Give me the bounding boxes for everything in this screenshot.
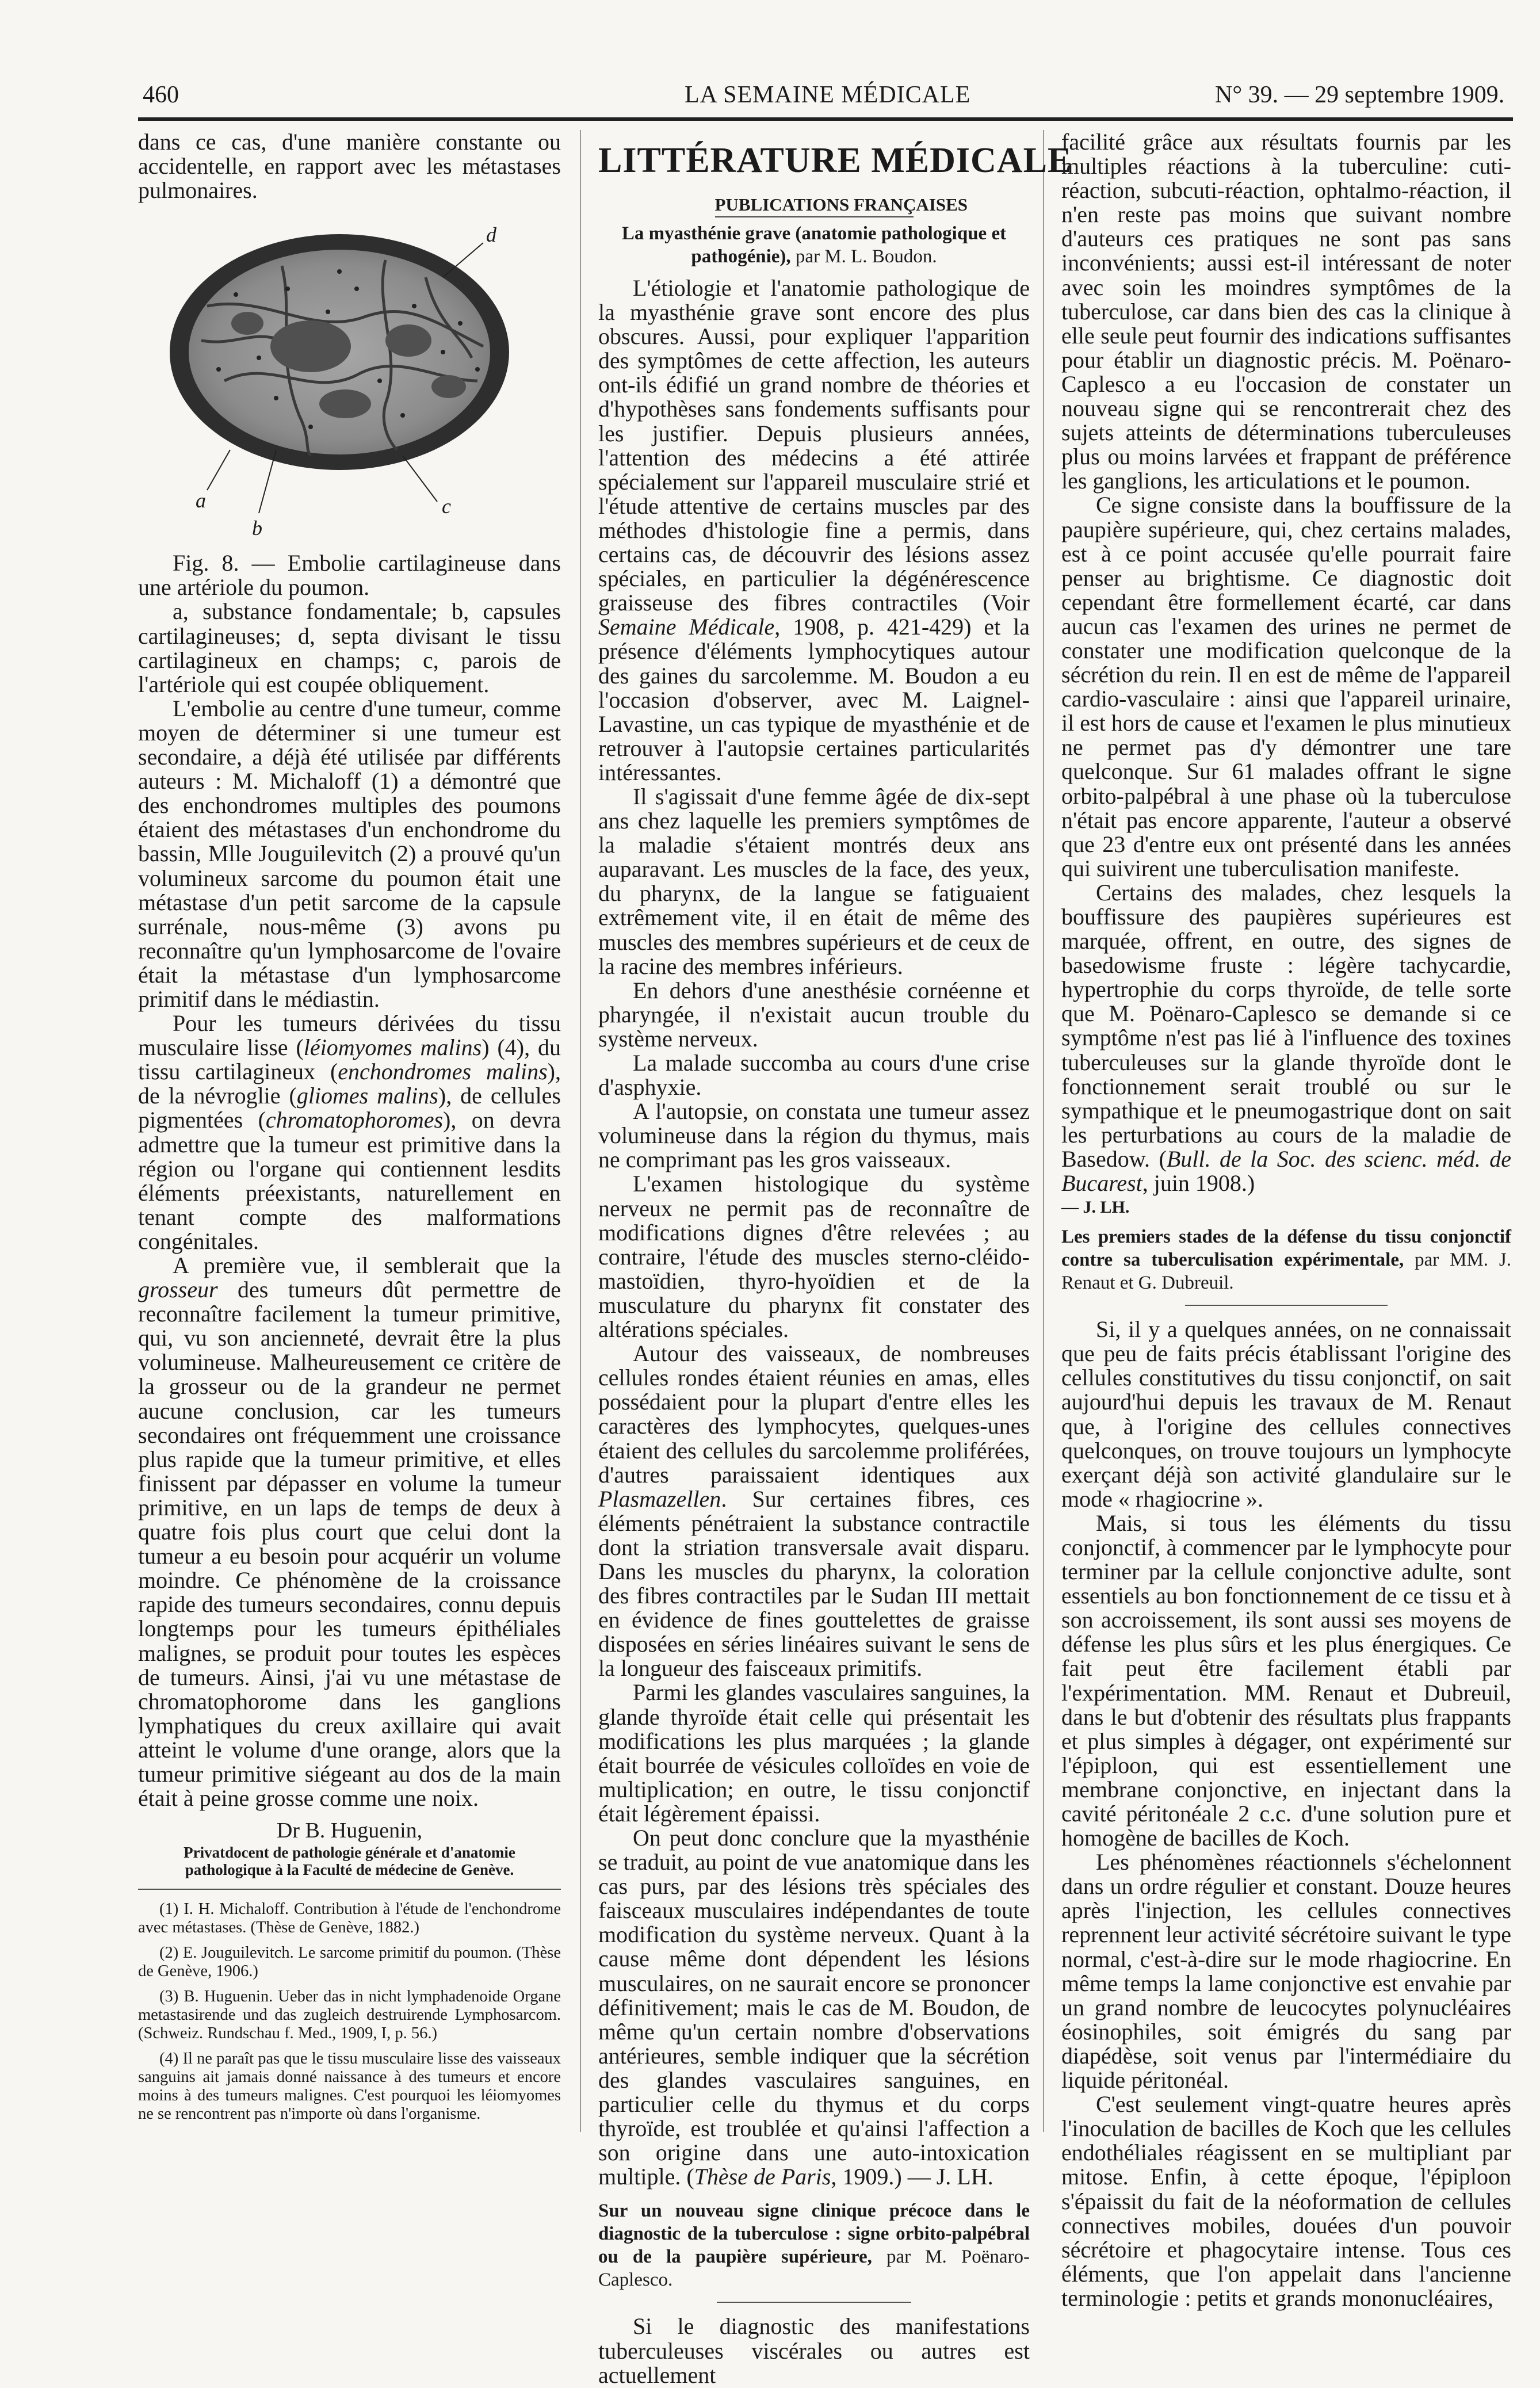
paragraph: Mais, si tous les éléments du tissu conjonctif, à commencer par le lymphocyte pour terminer par la cellule conjonctive adulte, sont essentiels au bon fonctionnement de ce tissu et à son accroissement, ils sont aussi ses moyens de défense les plus sûrs et les plus énergiques. Ce fait peut être facilement établi par l'expérimentation. MM. Renaut et Dubreuil, dans le but d'obtenir des résultats plus frappants et plus simples à dégager, ont expérimenté sur l'épiploon, qui est essentiellement une membrane conjonctive, en injectant dans la cavité péritonéale 2 c.c. d'une solution pure et homogène de bacilles de Koch. <box>1061 1510 1511 1851</box>
paragraph: Autour des vaisseaux, de nombreuses cellules rondes étaient réunies en amas, elles possédaient pour la plupart d'entre elles les caractères des lymphocytes, quelques-unes étaient des cellules du sarcolemme proliférées, d'autres paraissaient identiques aux Plasmazellen. Sur certaines fibres, ces éléments pénétraient la substance contractile dont la striation transversale avait disparu. Dans les muscles du pharynx, la coloration des fibres contractiles par le Sudan III mettait en évidence de fines gouttelettes de graisse disposées en séries linéaires suivant le sens de la longueur des faisceaux primitifs. <box>598 1340 1030 1682</box>
paragraph: Si le diagnostic des manifestations tuberculeuses viscérales ou autres est actuellement <box>598 2313 1030 2388</box>
column-middle <box>598 130 1072 2388</box>
paragraph: Pour les tumeurs dérivées du tissu musculaire lisse (léiomyomes malins) (4), du tissu cartilagineux (enchondromes malins), de la névroglie (gliomes malins), de cellules pigmentées (chromatophoromes), on devra admettre que la tumeur est primitive dans la région ou l'organe qui contiennent lesdits éléments préexistants, naturellement en tenant compte des malformations congénitales. <box>138 1010 561 1254</box>
paragraph: La malade succomba au cours d'une crise d'asphyxie. <box>598 1050 1030 1101</box>
article-title: Sur un nouveau signe clinique précoce dans le diagnostic de la tuberculose : signe orbito-palpébral ou de la paupière supérieure, par M. Poënaro-Caplesco. <box>598 2200 1030 2291</box>
footnote-rule <box>138 1889 561 1890</box>
paragraph: A l'autopsie, on constata une tumeur assez volumineuse dans la région du thymus, mais ne comprimant pas les gros vaisseaux. <box>598 1098 1030 1173</box>
paragraph: En dehors d'une anesthésie cornéenne et pharyngée, il n'existait aucun trouble du système nerveux. <box>598 977 1030 1052</box>
label-c: c <box>442 495 451 518</box>
paragraph: Si, il y a quelques années, on ne connaissait que peu de faits précis établissant l'origine des cellules constitutives du tissu conjonctif, on sait aujourd'hui depuis les travaux de M. Renaut que, à l'origine des cellules connectives quelconques, on trouve toujours un lymphocyte exerçant déjà son activité glandulaire sur le mode « rhagiocrine ». <box>1061 1316 1511 1512</box>
label-a: a <box>196 489 206 513</box>
footnote: (1) I. H. Michaloff. Contribution à l'étude de l'enchondrome avec métastases. (Thèse de Genève, 1882.) <box>138 1900 561 1937</box>
author-signature: Dr B. Huguenin, <box>276 1818 423 1843</box>
article-title: La myasthénie grave (anatomie pathologique et pathogénie), par M. L. Boudon. <box>621 223 1007 267</box>
paragraph: A première vue, il semblerait que la grosseur des tumeurs dût permettre de reconnaître facilement la tumeur primitive, qui, vu son ancienneté, devrait être la plus volumineuse. Malheureusement ce critère de la grosseur ou de la grandeur ne permet aucune conclusion, car les tumeurs secondaires ont fréquemment une croissance plus rapide que la tumeur primitive, et elles finissent par dépasser en volume la tumeur primitive, en un laps de temps de deux à quatre fois plus court que celui dont la tumeur a eu besoin pour acquérir un volume moindre. Ce phénomène de la croissance rapide des tumeurs secondaires, connu depuis longtemps pour les tumeurs épithéliales malignes, se produit pour toutes les espèces de tumeurs. Ainsi, j'ai vu une métastase de chromatophorome dans les ganglions lymphatiques du creux axillaire qui avait atteint le volume d'une orange, alors que la tumeur primitive siégeant au dos de la main était à peine grosse comme une noix. <box>138 1252 561 1812</box>
page-number: 460 <box>143 82 179 108</box>
column-right <box>1061 130 1511 2310</box>
issue-date: N° 39. — 29 septembre 1909. <box>1215 82 1505 108</box>
paragraph: L'examen histologique du système nerveux ne permit pas de reconnaître de modifications dignes d'être relevées ; au contraire, l'étude des muscles sterno-cléido-mastoïdien, thyro-hyoïdien et de la musculature du pharynx fit constater des altérations spéciales. <box>598 1171 1030 1343</box>
paragraph: L'étiologie et l'anatomie pathologique de la myasthénie grave sont encore des plus obscures. Aussi, pour expliquer l'apparition des symptômes de cette affection, les auteurs ont-ils édifié un grand nombre de théories et d'hypothèses sans fondements suffisants pour les justifier. Depuis plusieurs années, l'attention des médecins a été attirée spécialement sur l'appareil musculaire strié et l'étude attentive de certains muscles par des méthodes d'histologie fine a permis, dans certains cas, de découvrir des lésions assez spéciales, en particulier la dégénérescence graisseuse des fibres contractiles (Voir Semaine Médicale, 1908, p. 421-429) et la présence d'éléments lymphocytiques autour des gaines du sarcolemme. M. Boudon a eu l'occasion d'observer, avec M. Laignel-Lavastine, un cas typique de myasthénie et de retrouver à l'autopsie certaines particularités intéressantes. <box>598 275 1030 785</box>
paragraph: facilité grâce aux résultats fournis par les multiples réactions à la tuberculine: cuti-réaction, subcuti-réaction, ophtalmo-réaction, il n'en reste pas moins que suivant nombre d'auteurs ces pratiques ne sont pas sans inconvénients; aussi est-il intéressant de noter avec soin les moindres symptômes de la tuberculose, car dans bien des cas la clinique à elle seule peut fournir des indications suffisantes pour établir un diagnostic précis. M. Poënaro-Caplesco a eu l'occasion de constater un nouveau signe qui se rencontrerait chez des sujets atteints de déterminations tuberculeuses plus ou moins larvées et frappant de préférence les ganglions, les articulations et le poumon. <box>1061 129 1511 494</box>
column-left <box>138 130 561 2130</box>
figure-illustration <box>138 208 561 548</box>
header-rule <box>138 117 1513 121</box>
footnote: (4) Il ne paraît pas que le tissu musculaire lisse des vaisseaux sanguins ait jamais donné naissance à des tumeurs et encore moins à des tumeurs malignes. C'est pourquoi les léiomyomes ne se rencontrent pas n'importe où dans l'organisme. <box>138 2050 561 2123</box>
paragraph: dans ce cas, d'une manière constante ou accidentelle, en rapport avec les métastases pulmonaires. <box>138 129 561 204</box>
column-divider <box>1043 130 1044 2132</box>
footnotes <box>138 1900 561 2123</box>
paragraph: Il s'agissait d'une femme âgée de dix-sept ans chez laquelle les premiers symptômes de la maladie s'étaient montrés deux ans auparavant. Les muscles de la face, des yeux, du pharynx, de la langue se fatiguaient extrêmement vite, il en était de même des muscles des membres supérieurs et de ceux de la racine des membres inférieurs. <box>598 783 1030 979</box>
article-signature: — J. LH. <box>1061 1198 1130 1217</box>
article-rule <box>717 2302 911 2303</box>
figure-caption: Fig. 8. — Embolie cartilagineuse dans une artériole du poumon. <box>138 550 561 601</box>
paragraph: Les phénomènes réactionnels s'échelonnent dans un ordre régulier et constant. Douze heures après l'injection, les cellules connectives reprennent leur activité sécrétoire suivant le type normal, c'est-à-dire sur le mode rhagiocrine. En même temps la lame conjonctive est envahie par un grand nombre de leucocytes polynucléaires éosinophiles, soit émigrés du sang par diapédèse, soit venus par l'intermédiaire du liquide péritonéal. <box>1061 1849 1511 2093</box>
label-b: b <box>252 517 262 540</box>
figure-embolie <box>138 208 561 548</box>
article-rule <box>1185 1305 1388 1306</box>
paragraph: C'est seulement vingt-quatre heures après l'inoculation de bacilles de Koch que les cellules endothéliales réagissent en se multipliant par mitose. Enfin, à cette époque, l'épiploon s'épaissit du fait de la néoformation de cellules connectives mobiles, douées d'un pouvoir sécrétoire et phagocytaire intense. Tous ces éléments, que l'on appelait dans l'ancienne terminologie : petits et grands mononucléaires, <box>1061 2091 1511 2311</box>
journal-title: LA SEMAINE MÉDICALE <box>685 82 971 108</box>
footnote: (2) E. Jouguilevitch. Le sarcome primitif du poumon. (Thèse de Genève, 1906.) <box>138 1944 561 1981</box>
paragraph: L'embolie au centre d'une tumeur, comme moyen de déterminer si une tumeur est secondaire, a déjà été utilisée par différents auteurs : M. Michaloff (1) a démontré que des enchondromes multiples des poumons étaient des métastases d'un enchondrome du bassin, Mlle Jouguilevitch (2) a prouvé qu'un volumineux sarcome du poumon était une métastase d'un petit sarcome de la capsule surrénale, nous-même (3) avons pu reconnaître qu'un lymphosarcome de l'ovaire était la métastase d'un lymphosarcome primitif dans le médiastin. <box>138 695 561 1012</box>
section-title: LITTÉRATURE MÉDICALE <box>598 141 1072 180</box>
subsection-heading: PUBLICATIONS FRANÇAISES <box>715 193 914 217</box>
figure-legend: a, substance fondamentale; b, capsules cartilagineuses; d, septa divisant le tissu cartilagineux en champs; c, parois de l'artériole qui est coupée obliquement. <box>138 598 561 697</box>
paragraph: Ce signe consiste dans la bouffissure de la paupière supérieure, qui, chez certains malades, est à ce point accusée qu'elle pourrait faire penser au brightisme. Ce diagnostic doit cependant être formellement écarté, car dans aucun cas l'examen des urines ne permet de constater une modification quelconque de la sécrétion du rein. Il en est de même de l'appareil cardio-vasculaire : ainsi que l'appareil urinaire, il est hors de cause et l'examen le plus minutieux ne permet pas d'y démontrer une tare quelconque. Sur 61 malades offrant le signe orbito-palpébral à une phase où la tuberculose n'était pas encore apparente, l'auteur a observé que 23 d'entre eux ont présenté dans les années qui suivirent une tuberculisation manifeste. <box>1061 492 1511 881</box>
author-affiliation: Privatdocent de pathologie générale et d'anatomie pathologique à la Faculté de médecine de Genève. <box>184 1844 515 1879</box>
paragraph: Certains des malades, chez lesquels la bouffissure des paupières supérieures est marquée, offrent, en outre, des signes de basedowisme fruste : légère tachycardie, hypertrophie du corps thyroïde, de telle sorte que M. Poënaro-Caplesco se demande si ce symptôme n'est pas lié à l'influence des toxines tuberculeuses sur la glande thyroïde dont le fonctionnement serait troublé ou sur le sympathique et le pneumogastrique dont on sait les perturbations au cours de la maladie de Basedow. (Bull. de la Soc. des scienc. méd. de Bucarest, juin 1908.) <box>1061 879 1511 1197</box>
paragraph: On peut donc conclure que la myasthénie se traduit, au point de vue anatomique dans les cas purs, par des lésions très spéciales des faisceaux musculaires indépendantes de toute modification du système nerveux. Quant à la cause même dont dépendent les lésions musculaires, on ne saurait encore se prononcer définitivement; mais le cas de M. Boudon, de même qu'un certain nombre d'observations antérieures, semble indiquer que la sécrétion des glandes vasculaires sanguines, en particulier celle du thymus et du corps thyroïde, est troublée et qu'ainsi l'affection a son origine dans une auto-intoxication multiple. (Thèse de Paris, 1909.) — J. LH. <box>598 1825 1030 2190</box>
label-d: d <box>486 223 496 247</box>
footnote: (3) B. Huguenin. Ueber das in nicht lymphadenoide Organe metastasirende und das zugleich destruirende Lymphosarcom. (Schweiz. Rundschau f. Med., 1909, I, p. 56.) <box>138 1988 561 2043</box>
column-divider <box>580 130 581 2132</box>
paragraph: Parmi les glandes vasculaires sanguines, la glande thyroïde était celle qui présentait les modifications les plus marquées ; la glande était bourrée de vésicules colloïdes en voie de multiplication; en outre, le tissu conjonctif était légèrement épaissi. <box>598 1679 1030 1827</box>
article-title: Les premiers stades de la défense du tissu conjonctif contre sa tuberculisation expérimentale, par MM. J. Renaut et G. Dubreuil. <box>1061 1227 1512 1294</box>
